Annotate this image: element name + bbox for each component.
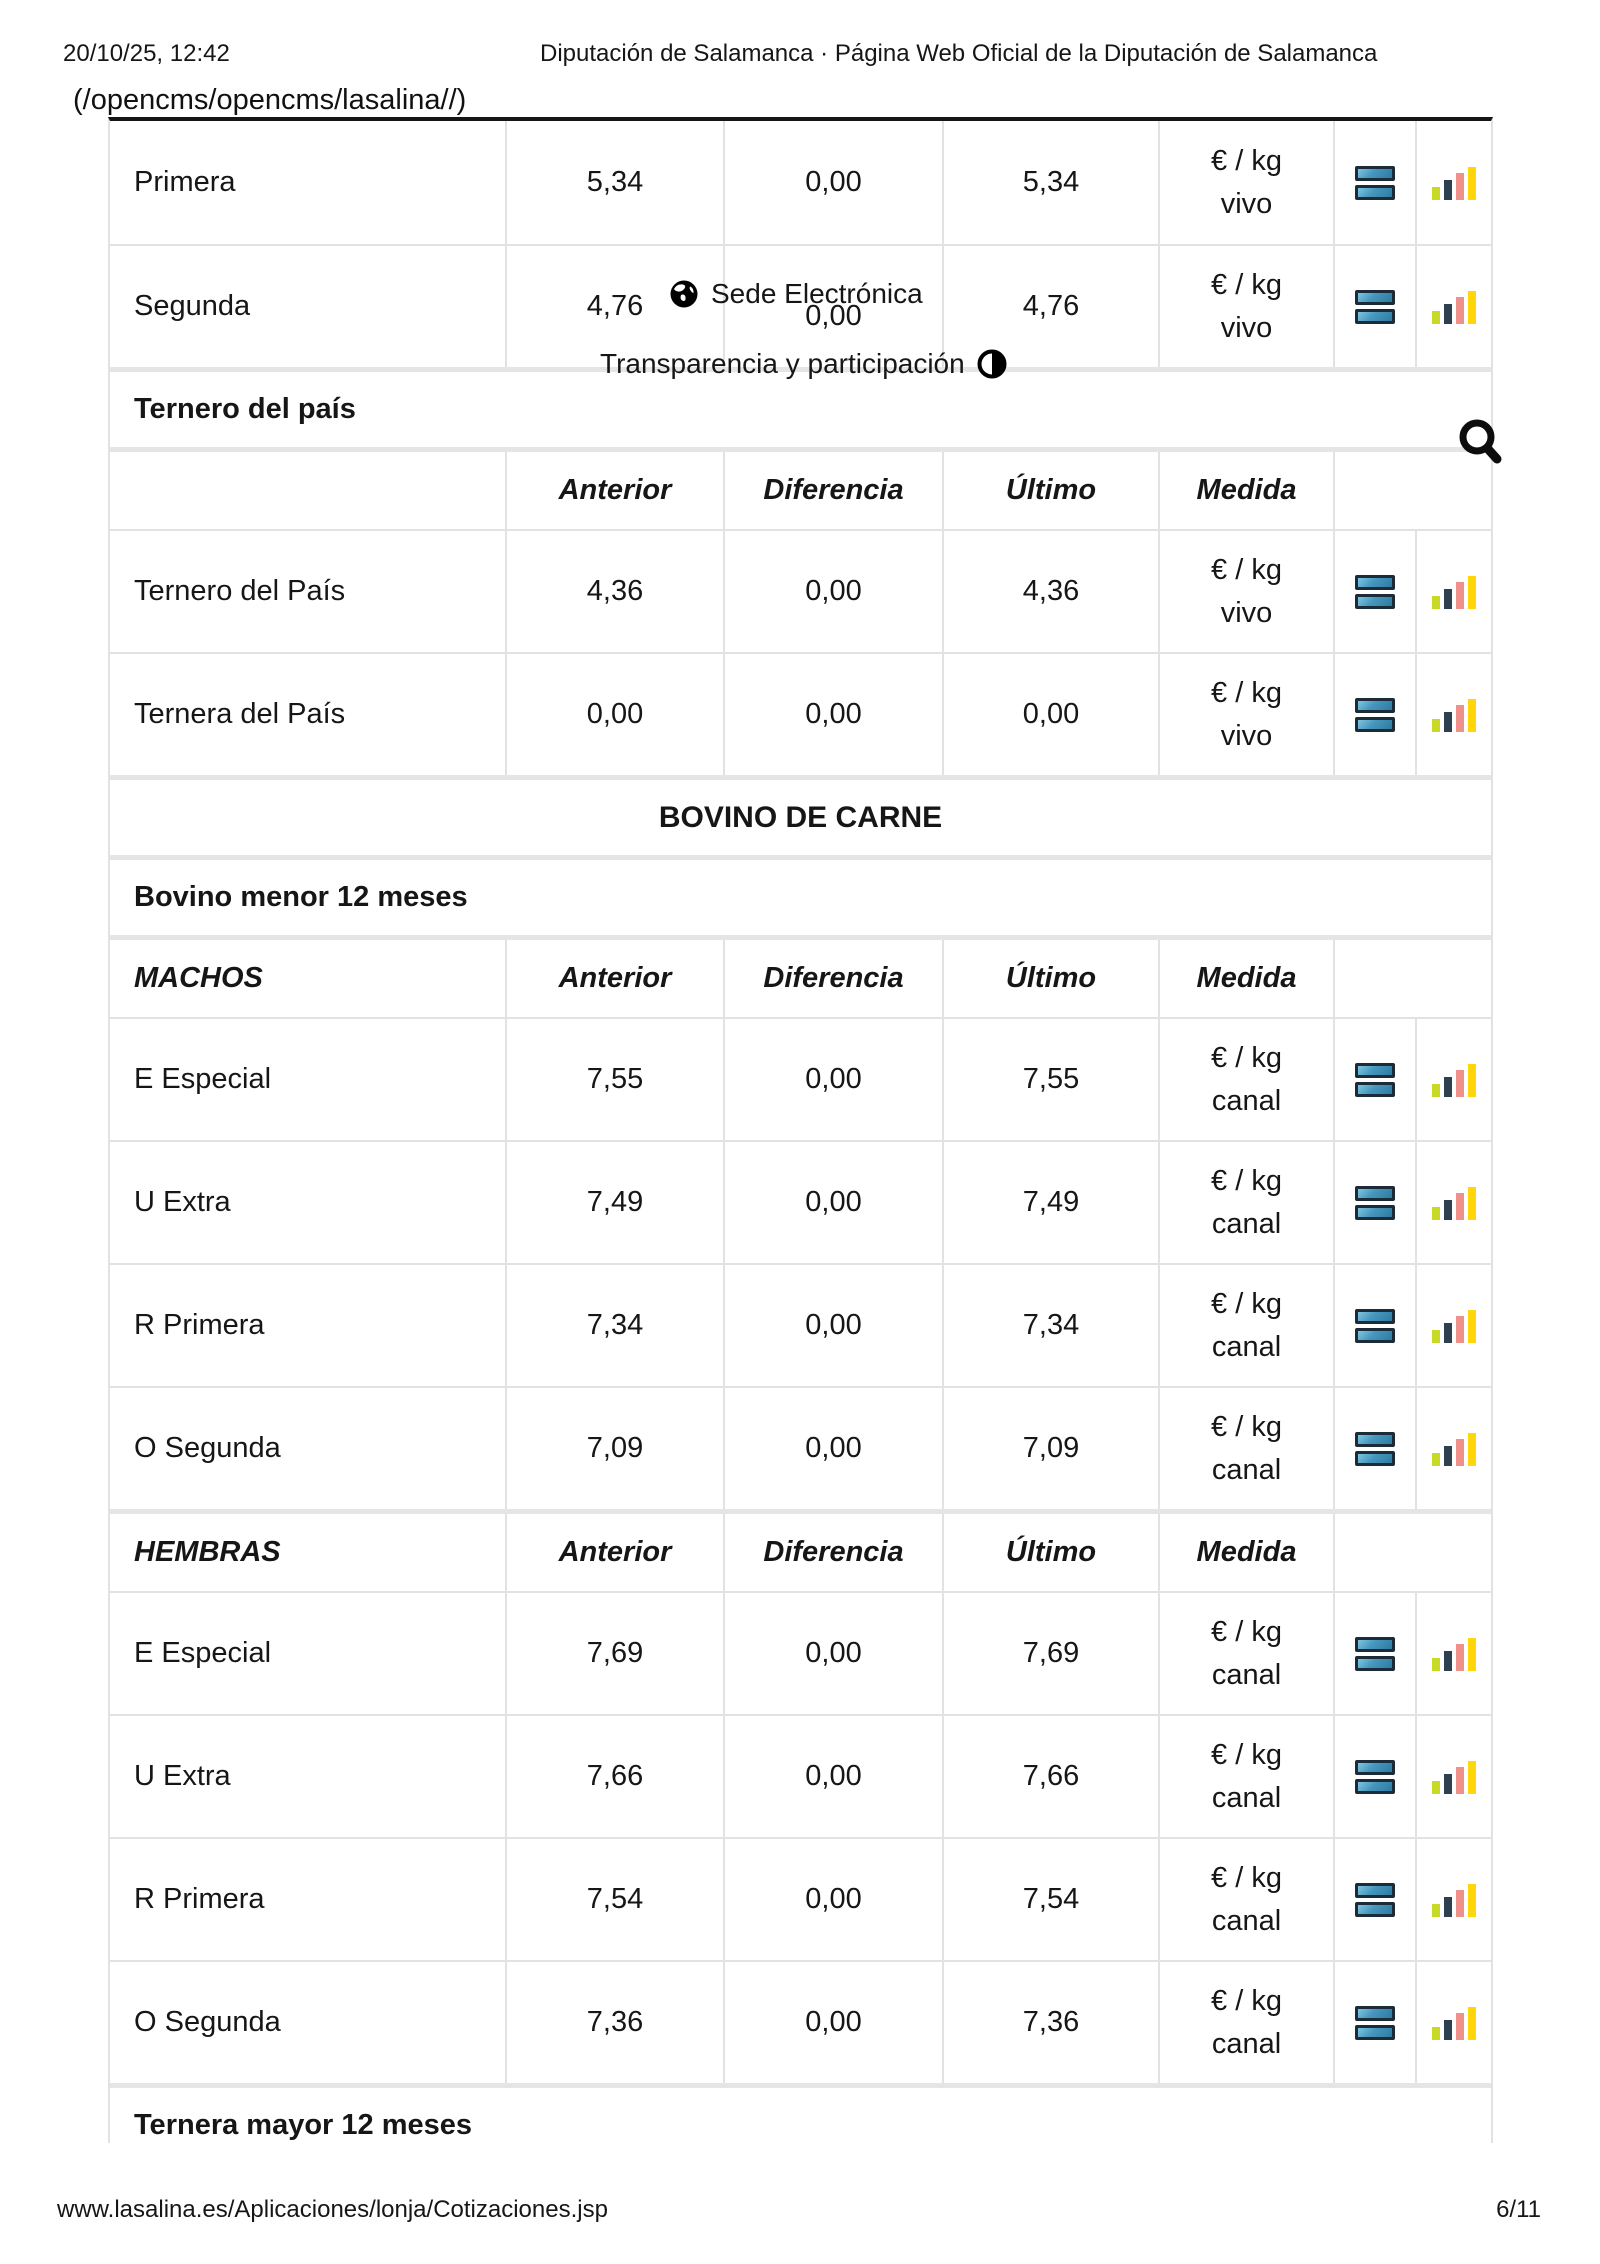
value-ultimo: 7,09 bbox=[942, 1388, 1158, 1509]
bar-chart-icon[interactable] bbox=[1432, 1760, 1476, 1794]
value-diferencia: 0,00 bbox=[723, 654, 942, 775]
value-diferencia: 0,00 bbox=[723, 1593, 942, 1714]
value-anterior: 7,55 bbox=[505, 1019, 723, 1140]
value-diferencia: 0,00 bbox=[723, 1265, 942, 1386]
table-icon-bar bbox=[1355, 1186, 1395, 1201]
sede-electronica-link[interactable] bbox=[670, 278, 923, 310]
row-label: R Primera bbox=[134, 1883, 265, 1915]
site-root-link[interactable]: (/opencms/opencms/lasalina//) bbox=[73, 84, 467, 116]
table-icon-bar bbox=[1355, 309, 1395, 324]
bar-chart-icon[interactable] bbox=[1432, 1063, 1476, 1097]
value-diferencia: 0,00 bbox=[723, 1019, 942, 1140]
bar-chart-cell bbox=[1415, 246, 1491, 367]
col-header-medida: Medida bbox=[1158, 452, 1333, 529]
section-title: Ternera mayor 12 meses bbox=[134, 2109, 473, 2141]
print-datetime: 20/10/25, 12:42 bbox=[63, 40, 230, 67]
chart-bar bbox=[1468, 1761, 1476, 1794]
value-diferencia: 0,00 bbox=[723, 1716, 942, 1837]
table-icon-bar bbox=[1355, 1063, 1395, 1078]
footer-page-number: 6/11 bbox=[1496, 2196, 1541, 2223]
chart-bar bbox=[1432, 1207, 1440, 1220]
globe-icon bbox=[670, 280, 698, 308]
medida-unit: € / kg bbox=[1211, 1861, 1282, 1894]
chart-bar bbox=[1444, 712, 1452, 732]
value-diferencia: 0,00 bbox=[723, 121, 942, 244]
value-ultimo: 7,49 bbox=[942, 1142, 1158, 1263]
value-medida bbox=[1158, 1839, 1333, 1960]
section-title: Ternero del país bbox=[134, 393, 356, 425]
value-anterior: 0,00 bbox=[505, 654, 723, 775]
table-view-icon[interactable] bbox=[1355, 1637, 1395, 1671]
table-view-icon[interactable] bbox=[1355, 1883, 1395, 1917]
col-header-icons bbox=[1333, 1514, 1491, 1591]
table-view-icon[interactable] bbox=[1355, 575, 1395, 609]
chart-bar bbox=[1444, 589, 1452, 609]
group-title: BOVINO DE CARNE bbox=[658, 800, 943, 834]
chart-bar bbox=[1444, 304, 1452, 324]
chart-bar bbox=[1432, 1330, 1440, 1343]
value-anterior: 7,09 bbox=[505, 1388, 723, 1509]
value-medida bbox=[1158, 1388, 1333, 1509]
medida-unit: € / kg bbox=[1211, 1738, 1282, 1771]
chart-bar bbox=[1456, 1439, 1464, 1466]
row-label: Ternero del País bbox=[134, 575, 346, 607]
bar-chart-icon[interactable] bbox=[1432, 290, 1476, 324]
chart-bar bbox=[1432, 1084, 1440, 1097]
table-icon-bar bbox=[1355, 1637, 1395, 1652]
value-medida bbox=[1158, 1142, 1333, 1263]
table-icon-bar bbox=[1355, 1309, 1395, 1324]
header-row-label: HEMBRAS bbox=[134, 1536, 281, 1568]
value-anterior: 7,49 bbox=[505, 1142, 723, 1263]
row-label: Ternera del País bbox=[134, 698, 346, 730]
table-icon-bar bbox=[1355, 1082, 1395, 1097]
chart-bar bbox=[1468, 2007, 1476, 2040]
chart-bar bbox=[1456, 2013, 1464, 2040]
medida-unit: € / kg bbox=[1211, 1164, 1282, 1197]
chart-bar bbox=[1468, 699, 1476, 732]
table-view-icon[interactable] bbox=[1355, 1063, 1395, 1097]
table-view-icon[interactable] bbox=[1355, 1432, 1395, 1466]
value-ultimo: 0,00 bbox=[942, 654, 1158, 775]
value-diferencia: 0,00 bbox=[723, 531, 942, 652]
bar-chart-icon[interactable] bbox=[1432, 2006, 1476, 2040]
table-icon-bar bbox=[1355, 1883, 1395, 1898]
chart-bar bbox=[1444, 1651, 1452, 1671]
value-anterior: 7,34 bbox=[505, 1265, 723, 1386]
bar-chart-icon[interactable] bbox=[1432, 1883, 1476, 1917]
row-label: Segunda bbox=[134, 290, 251, 322]
transparencia-link[interactable] bbox=[600, 348, 1007, 380]
table-row-data bbox=[110, 1386, 1491, 1509]
chart-bar bbox=[1456, 705, 1464, 732]
value-ultimo: 5,34 bbox=[942, 121, 1158, 244]
medida-type: canal bbox=[1211, 1207, 1282, 1240]
medida-type: vivo bbox=[1220, 311, 1273, 344]
value-medida bbox=[1158, 1019, 1333, 1140]
row-label: O Segunda bbox=[134, 2006, 281, 2038]
chart-bar bbox=[1468, 576, 1476, 609]
medida-type: canal bbox=[1211, 1453, 1282, 1486]
chart-bar bbox=[1456, 173, 1464, 200]
table-row-data bbox=[110, 1591, 1491, 1714]
table-icon-bar bbox=[1355, 166, 1395, 181]
col-header-anterior: Anterior bbox=[505, 1514, 723, 1591]
table-view-cell bbox=[1333, 531, 1415, 652]
value-ultimo: 7,54 bbox=[942, 1839, 1158, 1960]
bar-chart-cell bbox=[1415, 1962, 1491, 2083]
bar-chart-cell bbox=[1415, 1388, 1491, 1509]
bar-chart-icon[interactable] bbox=[1432, 1637, 1476, 1671]
bar-chart-cell bbox=[1415, 121, 1491, 244]
table-row-data bbox=[110, 529, 1491, 652]
value-medida bbox=[1158, 246, 1333, 367]
bar-chart-cell bbox=[1415, 1265, 1491, 1386]
value-ultimo: 4,76 bbox=[942, 246, 1158, 367]
chart-bar bbox=[1468, 1187, 1476, 1220]
transparencia-label: Transparencia y participación bbox=[600, 348, 965, 379]
chart-bar bbox=[1456, 582, 1464, 609]
value-diferencia: 0,00 bbox=[723, 1839, 942, 1960]
print-page-title: Diputación de Salamanca · Página Web Oficial de la Diputación de Salamanca bbox=[540, 40, 1378, 67]
table-view-cell bbox=[1333, 1716, 1415, 1837]
col-header-ultimo: Último bbox=[942, 940, 1158, 1017]
value-ultimo: 4,36 bbox=[942, 531, 1158, 652]
table-view-cell bbox=[1333, 121, 1415, 244]
table-view-cell bbox=[1333, 1265, 1415, 1386]
table-icon-bar bbox=[1355, 1656, 1395, 1671]
bar-chart-cell bbox=[1415, 1019, 1491, 1140]
value-medida bbox=[1158, 1593, 1333, 1714]
value-anterior: 7,66 bbox=[505, 1716, 723, 1837]
table-row-header bbox=[110, 447, 1491, 529]
row-label: U Extra bbox=[134, 1186, 231, 1218]
half-circle-icon bbox=[977, 349, 1007, 379]
col-header-ultimo: Último bbox=[942, 452, 1158, 529]
chart-bar bbox=[1432, 187, 1440, 200]
table-view-cell bbox=[1333, 1142, 1415, 1263]
chart-bar bbox=[1468, 291, 1476, 324]
table-view-icon[interactable] bbox=[1355, 290, 1395, 324]
quotes-table-body bbox=[110, 121, 1491, 2143]
table-row-header bbox=[110, 1509, 1491, 1591]
bar-chart-icon[interactable] bbox=[1432, 1432, 1476, 1466]
table-icon-bar bbox=[1355, 1779, 1395, 1794]
chart-bar bbox=[1456, 1070, 1464, 1097]
value-anterior: 5,34 bbox=[505, 121, 723, 244]
chart-bar bbox=[1444, 1774, 1452, 1794]
bar-chart-cell bbox=[1415, 1716, 1491, 1837]
chart-bar bbox=[1468, 1433, 1476, 1466]
col-header-diferencia: Diferencia bbox=[723, 1514, 942, 1591]
medida-type: canal bbox=[1211, 1330, 1282, 1363]
table-icon-bar bbox=[1355, 717, 1395, 732]
medida-unit: € / kg bbox=[1211, 553, 1282, 586]
chart-bar bbox=[1456, 1316, 1464, 1343]
col-header-medida: Medida bbox=[1158, 1514, 1333, 1591]
table-view-cell bbox=[1333, 1388, 1415, 1509]
bar-chart-icon[interactable] bbox=[1432, 1186, 1476, 1220]
value-anterior: 7,54 bbox=[505, 1839, 723, 1960]
col-header-anterior: Anterior bbox=[505, 940, 723, 1017]
chart-bar bbox=[1444, 1077, 1452, 1097]
chart-bar bbox=[1444, 1200, 1452, 1220]
table-icon-bar bbox=[1355, 1760, 1395, 1775]
row-label: O Segunda bbox=[134, 1432, 281, 1464]
table-icon-bar bbox=[1355, 2025, 1395, 2040]
value-anterior: 7,69 bbox=[505, 1593, 723, 1714]
table-row-section bbox=[110, 855, 1491, 935]
col-header-anterior: Anterior bbox=[505, 452, 723, 529]
table-icon-bar bbox=[1355, 1902, 1395, 1917]
table-icon-bar bbox=[1355, 698, 1395, 713]
table-icon-bar bbox=[1355, 594, 1395, 609]
table-view-cell bbox=[1333, 246, 1415, 367]
table-row-data bbox=[110, 1140, 1491, 1263]
value-medida bbox=[1158, 531, 1333, 652]
bar-chart-cell bbox=[1415, 1839, 1491, 1960]
table-view-icon[interactable] bbox=[1355, 1760, 1395, 1794]
table-view-icon[interactable] bbox=[1355, 1186, 1395, 1220]
medida-unit: € / kg bbox=[1211, 1041, 1282, 1074]
table-row-data bbox=[110, 1263, 1491, 1386]
chart-bar bbox=[1468, 1064, 1476, 1097]
table-icon-bar bbox=[1355, 1451, 1395, 1466]
medida-type: canal bbox=[1211, 2027, 1282, 2060]
bar-chart-cell bbox=[1415, 654, 1491, 775]
value-medida bbox=[1158, 1962, 1333, 2083]
bar-chart-cell bbox=[1415, 1142, 1491, 1263]
value-medida bbox=[1158, 654, 1333, 775]
chart-bar bbox=[1456, 1890, 1464, 1917]
row-label: E Especial bbox=[134, 1637, 272, 1669]
chart-bar bbox=[1432, 1904, 1440, 1917]
table-icon-bar bbox=[1355, 1205, 1395, 1220]
table-view-icon[interactable] bbox=[1355, 2006, 1395, 2040]
chart-bar bbox=[1456, 297, 1464, 324]
table-view-icon[interactable] bbox=[1355, 1309, 1395, 1343]
table-icon-bar bbox=[1355, 2006, 1395, 2021]
value-medida bbox=[1158, 121, 1333, 244]
col-header-ultimo: Último bbox=[942, 1514, 1158, 1591]
table-row-data bbox=[110, 1714, 1491, 1837]
bar-chart-icon[interactable] bbox=[1432, 166, 1476, 200]
col-header-icons bbox=[1333, 940, 1491, 1017]
col-header-diferencia: Diferencia bbox=[723, 940, 942, 1017]
table-view-cell bbox=[1333, 1019, 1415, 1140]
chart-bar bbox=[1468, 1310, 1476, 1343]
medida-type: vivo bbox=[1220, 719, 1273, 752]
section-title: Bovino menor 12 meses bbox=[134, 881, 468, 913]
table-view-cell bbox=[1333, 1962, 1415, 2083]
value-ultimo: 7,55 bbox=[942, 1019, 1158, 1140]
bar-chart-cell bbox=[1415, 531, 1491, 652]
chart-bar bbox=[1432, 1781, 1440, 1794]
row-label: U Extra bbox=[134, 1760, 231, 1792]
chart-bar bbox=[1456, 1193, 1464, 1220]
sede-electronica-label: Sede Electrónica bbox=[711, 278, 923, 309]
value-ultimo: 7,69 bbox=[942, 1593, 1158, 1714]
chart-bar bbox=[1432, 1453, 1440, 1466]
table-icon-bar bbox=[1355, 185, 1395, 200]
footer-url: www.lasalina.es/Aplicaciones/lonja/Cotizaciones.jsp bbox=[57, 2196, 608, 2223]
bar-chart-cell bbox=[1415, 1593, 1491, 1714]
header-row-label: MACHOS bbox=[134, 962, 263, 994]
value-diferencia: 0,00 bbox=[723, 246, 942, 367]
table-icon-bar bbox=[1355, 1328, 1395, 1343]
col-header-medida: Medida bbox=[1158, 940, 1333, 1017]
search-icon[interactable] bbox=[1452, 412, 1508, 468]
chart-bar bbox=[1444, 1446, 1452, 1466]
medida-unit: € / kg bbox=[1211, 1410, 1282, 1443]
table-view-cell bbox=[1333, 1839, 1415, 1960]
row-label: Primera bbox=[134, 166, 236, 198]
value-anterior: 4,36 bbox=[505, 531, 723, 652]
table-view-cell bbox=[1333, 1593, 1415, 1714]
chart-bar bbox=[1444, 1897, 1452, 1917]
table-row-data bbox=[110, 1017, 1491, 1140]
table-row-title bbox=[110, 775, 1491, 855]
value-diferencia: 0,00 bbox=[723, 1388, 942, 1509]
chart-bar bbox=[1432, 311, 1440, 324]
table-row-section bbox=[110, 2083, 1491, 2143]
medida-unit: € / kg bbox=[1211, 676, 1282, 709]
bar-chart-icon[interactable] bbox=[1432, 698, 1476, 732]
chart-bar bbox=[1456, 1644, 1464, 1671]
chart-bar bbox=[1468, 1638, 1476, 1671]
row-label: R Primera bbox=[134, 1309, 265, 1341]
medida-unit: € / kg bbox=[1211, 1984, 1282, 2017]
chart-bar bbox=[1432, 719, 1440, 732]
bar-chart-icon[interactable] bbox=[1432, 575, 1476, 609]
medida-type: vivo bbox=[1220, 596, 1273, 629]
row-label: E Especial bbox=[134, 1063, 272, 1095]
value-ultimo: 7,66 bbox=[942, 1716, 1158, 1837]
table-view-icon[interactable] bbox=[1355, 698, 1395, 732]
medida-unit: € / kg bbox=[1211, 1287, 1282, 1320]
chart-bar bbox=[1468, 167, 1476, 200]
value-anterior: 7,36 bbox=[505, 1962, 723, 2083]
quotes-table bbox=[108, 117, 1493, 2143]
table-row-data bbox=[110, 652, 1491, 775]
table-icon-bar bbox=[1355, 290, 1395, 305]
medida-type: canal bbox=[1211, 1084, 1282, 1117]
bar-chart-icon[interactable] bbox=[1432, 1309, 1476, 1343]
value-ultimo: 7,36 bbox=[942, 1962, 1158, 2083]
value-anterior: 4,76 bbox=[505, 246, 723, 367]
value-medida bbox=[1158, 1716, 1333, 1837]
table-row-header bbox=[110, 935, 1491, 1017]
table-view-icon[interactable] bbox=[1355, 166, 1395, 200]
chart-bar bbox=[1444, 1323, 1452, 1343]
chart-bar bbox=[1432, 2027, 1440, 2040]
medida-unit: € / kg bbox=[1211, 144, 1282, 177]
value-medida bbox=[1158, 1265, 1333, 1386]
chart-bar bbox=[1444, 2020, 1452, 2040]
medida-unit: € / kg bbox=[1211, 1615, 1282, 1648]
medida-type: vivo bbox=[1220, 187, 1273, 220]
medida-type: canal bbox=[1211, 1904, 1282, 1937]
medida-type: canal bbox=[1211, 1781, 1282, 1814]
chart-bar bbox=[1468, 1884, 1476, 1917]
table-view-cell bbox=[1333, 654, 1415, 775]
chart-bar bbox=[1444, 180, 1452, 200]
chart-bar bbox=[1432, 1658, 1440, 1671]
col-header-diferencia: Diferencia bbox=[723, 452, 942, 529]
table-icon-bar bbox=[1355, 1432, 1395, 1447]
medida-type: canal bbox=[1211, 1658, 1282, 1691]
chart-bar bbox=[1432, 596, 1440, 609]
value-diferencia: 0,00 bbox=[723, 1142, 942, 1263]
table-row-data bbox=[110, 1960, 1491, 2083]
medida-unit: € / kg bbox=[1211, 268, 1282, 301]
table-icon-bar bbox=[1355, 575, 1395, 590]
table-row-data bbox=[110, 121, 1491, 244]
header-row-label bbox=[110, 452, 505, 529]
table-row-data bbox=[110, 1837, 1491, 1960]
chart-bar bbox=[1456, 1767, 1464, 1794]
value-ultimo: 7,34 bbox=[942, 1265, 1158, 1386]
value-diferencia: 0,00 bbox=[723, 1962, 942, 2083]
